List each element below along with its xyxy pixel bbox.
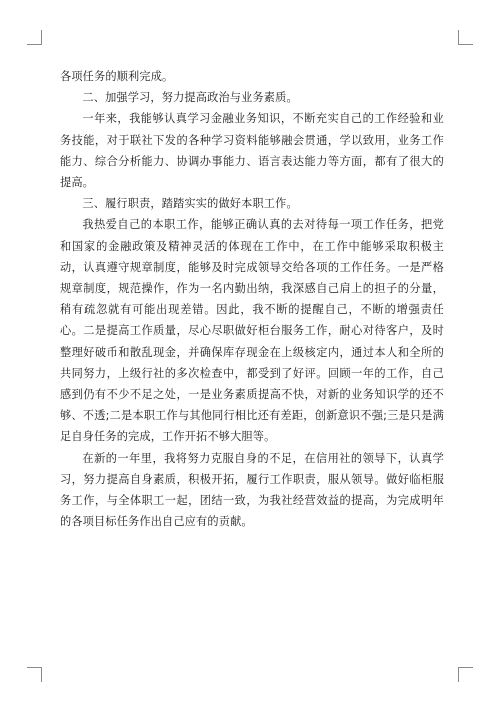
paragraph-study: 一年来，我能够认真学习金融业务知识，不断充实自己的工作经验和业务技能，对于联社下发的各种学习资料能够融会贯通，学以致用，业务工作能力、综合分析能力、协调办事能力、语言表达能力等方面，都有了很大的提高。 — [60, 112, 444, 190]
section-heading-study: 二、加强学习，努力提高政治与业务素质。 — [82, 91, 298, 105]
crop-mark-bottom-right — [458, 667, 473, 682]
crop-mark-bottom-left — [27, 667, 42, 682]
paragraph-duties: 我热爱自己的本职工作，能够正确认真的去对待每一项工作任务，把党和国家的金融政策及精神灵活的体现在工作中，在工作中能够采取积极主动，认真遵守规章制度，能够及时完成领导交给各项的工作任务。一是严格规章制度，规范操作，作为一名内勤出纳，我深感自己肩上的担子的分量，稍有疏忽就有可能出现差错。因此，我不断的提醒自己，不断的增强责任心。二是提高工作质量，尽心尽职做好柜台服务工作，耐心对待客户，及时整理好破币和散乱现金，并确保库存现金在上级核定内，通过本人和全所的共同努力，上级行社的多次检查中，都受到了好评。回顾一年的工作，自己感到仍有不少不足之处，一是业务素质提高不快，对新的业务知识学的还不够、不透;二是本职工作与其他同行相比还有差距，创新意识不强;三是只是满足自身任务的完成，工作开拓不够大胆等。 — [60, 218, 444, 444]
section-heading-duties: 三、履行职责，踏踏实实的做好本职工作。 — [82, 197, 298, 211]
paragraph-continuation: 各项任务的顺利完成。 — [60, 70, 174, 83]
document-body — [60, 66, 444, 532]
paragraph-new-year: 在新的一年里，我将努力克服自身的不足，在信用社的领导下，认真学习，努力提高自身素质，积极开拓，履行工作职责，服从领导。做好临柜服务工作，与全体职工一起，团结一致，为我社经营效益的提高，为完成明年的各项目标任务作出自己应有的贡献。 — [60, 451, 444, 529]
crop-mark-top-left — [27, 30, 42, 45]
crop-mark-top-right — [458, 30, 473, 45]
